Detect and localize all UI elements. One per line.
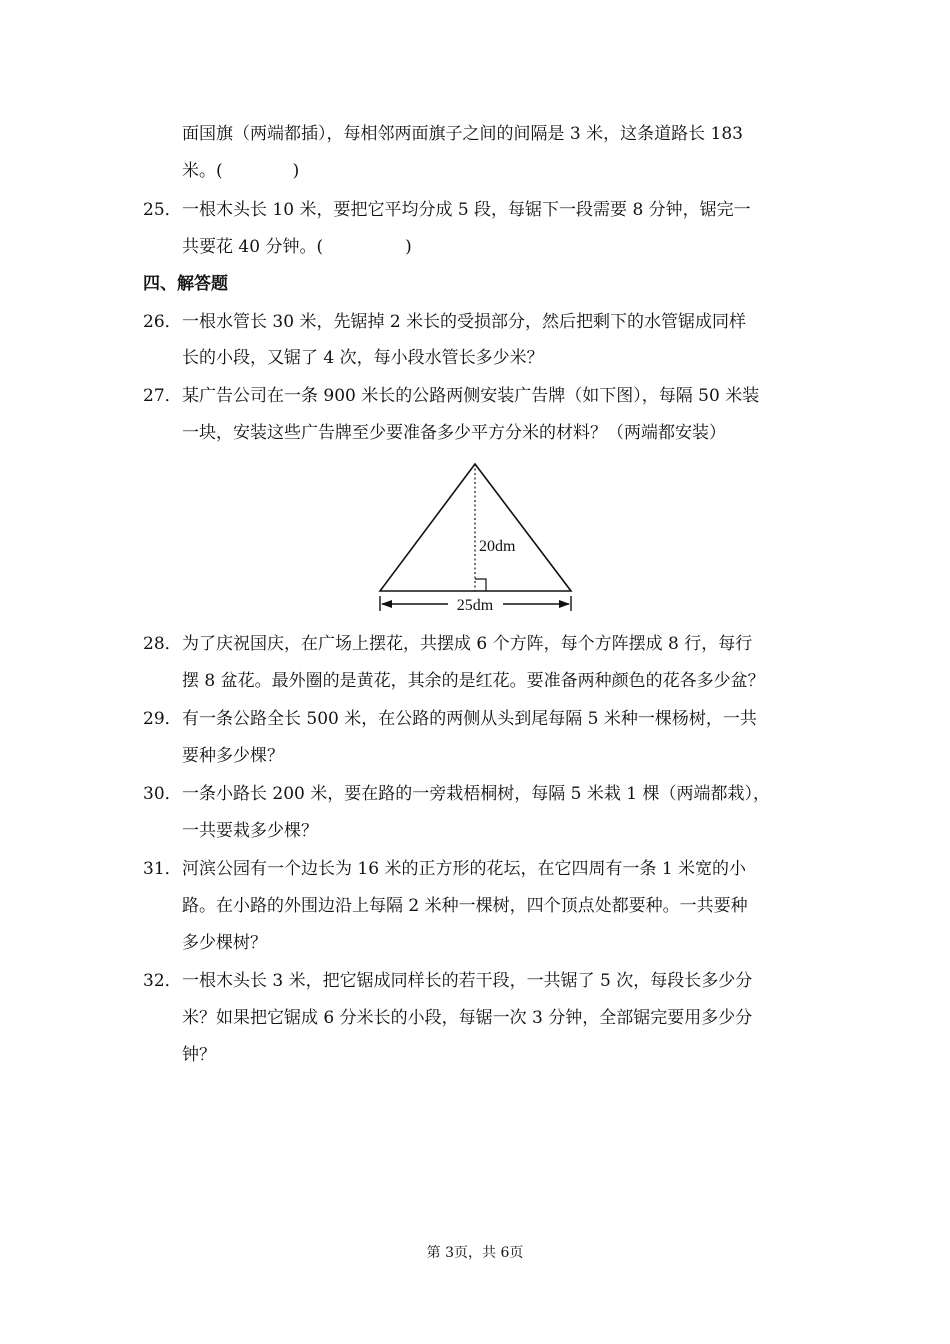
section-heading: 四、解答题	[143, 274, 228, 294]
q26-line-2: 长的小段，又锯了 4 次，每小段水管长多少米？	[182, 348, 544, 368]
q24-line-2	[182, 159, 299, 183]
q24-line-1: 面国旗（两端都插），每相邻两面旗子之间的间隔是 3 米，这条道路长 183	[182, 124, 743, 144]
q29-line-2: 要种多少棵？	[182, 746, 284, 766]
q30-line-1: 一条小路长 200 米，要在路的一旁栽梧桐树，每隔 5 米栽 1 棵（两端都栽），	[182, 784, 771, 804]
q27-line-1: 某广告公司在一条 900 米长的公路两侧安装广告牌（如下图），每隔 50 米装	[182, 386, 760, 406]
q27-line-2: 一块，安装这些广告牌至少要准备多少平方分米的材料？（两端都安装）	[182, 423, 726, 443]
q29-number: 29．	[143, 709, 182, 729]
q28-line-2: 摆 8 盆花。最外圈的是黄花，其余的是红花。要准备两种颜色的花各多少盆？	[182, 671, 765, 691]
q28-line-1: 为了庆祝国庆，在广场上摆花，共摆成 6 个方阵，每个方阵摆成 8 行，每行	[182, 634, 753, 654]
q25-line-2	[182, 235, 412, 259]
page-footer: 第 3页，共 6页	[426, 1245, 524, 1261]
height-label: 20dm	[479, 538, 516, 555]
q25-line-1: 一根木头长 10 米，要把它平均分成 5 段，每锯下一段需要 8 分钟，锯完一	[182, 200, 751, 220]
triangle-figure	[370, 458, 585, 618]
q31-line-2: 路。在小路的外围边沿上每隔 2 米种一棵树，四个顶点处都要种。一共要种	[182, 896, 748, 916]
q32-line-3: 钟？	[182, 1045, 216, 1065]
q26-number: 26．	[143, 312, 182, 332]
q31-line-1: 河滨公园有一个边长为 16 米的正方形的花坛，在它四周有一条 1 米宽的小	[182, 859, 747, 879]
q24-line-2-text: 米。(	[182, 161, 223, 181]
q25-paren-close: )	[405, 237, 412, 257]
q28-number: 28．	[143, 634, 182, 654]
base-arrowhead-right	[559, 600, 570, 608]
q30-line-2: 一共要栽多少棵？	[182, 821, 318, 841]
q30-number: 30．	[143, 784, 182, 804]
q31-number: 31．	[143, 859, 182, 879]
base-label: 25dm	[456, 597, 494, 614]
q32-line-1: 一根木头长 3 米，把它锯成同样长的若干段，一共锯了 5 次，每段长多少分	[182, 971, 753, 991]
q27-number: 27．	[143, 386, 182, 406]
base-arrowhead-left	[381, 600, 392, 608]
q29-line-1: 有一条公路全长 500 米，在公路的两侧从头到尾每隔 5 米种一棵杨树，一共	[182, 709, 757, 729]
q32-number: 32．	[143, 971, 182, 991]
q25-number: 25．	[143, 200, 182, 220]
q24-paren-close: )	[292, 161, 300, 181]
right-angle-mark	[475, 579, 486, 591]
q25-line-2-text: 共要花 40 分钟。(	[182, 237, 324, 257]
q26-line-1: 一根水管长 30 米，先锯掉 2 米长的受损部分，然后把剩下的水管锯成同样	[182, 312, 747, 332]
q32-line-2: 米？如果把它锯成 6 分米长的小段，每锯一次 3 分钟，全部锯完要用多少分	[182, 1008, 753, 1028]
q31-line-3: 多少棵树？	[182, 933, 267, 953]
